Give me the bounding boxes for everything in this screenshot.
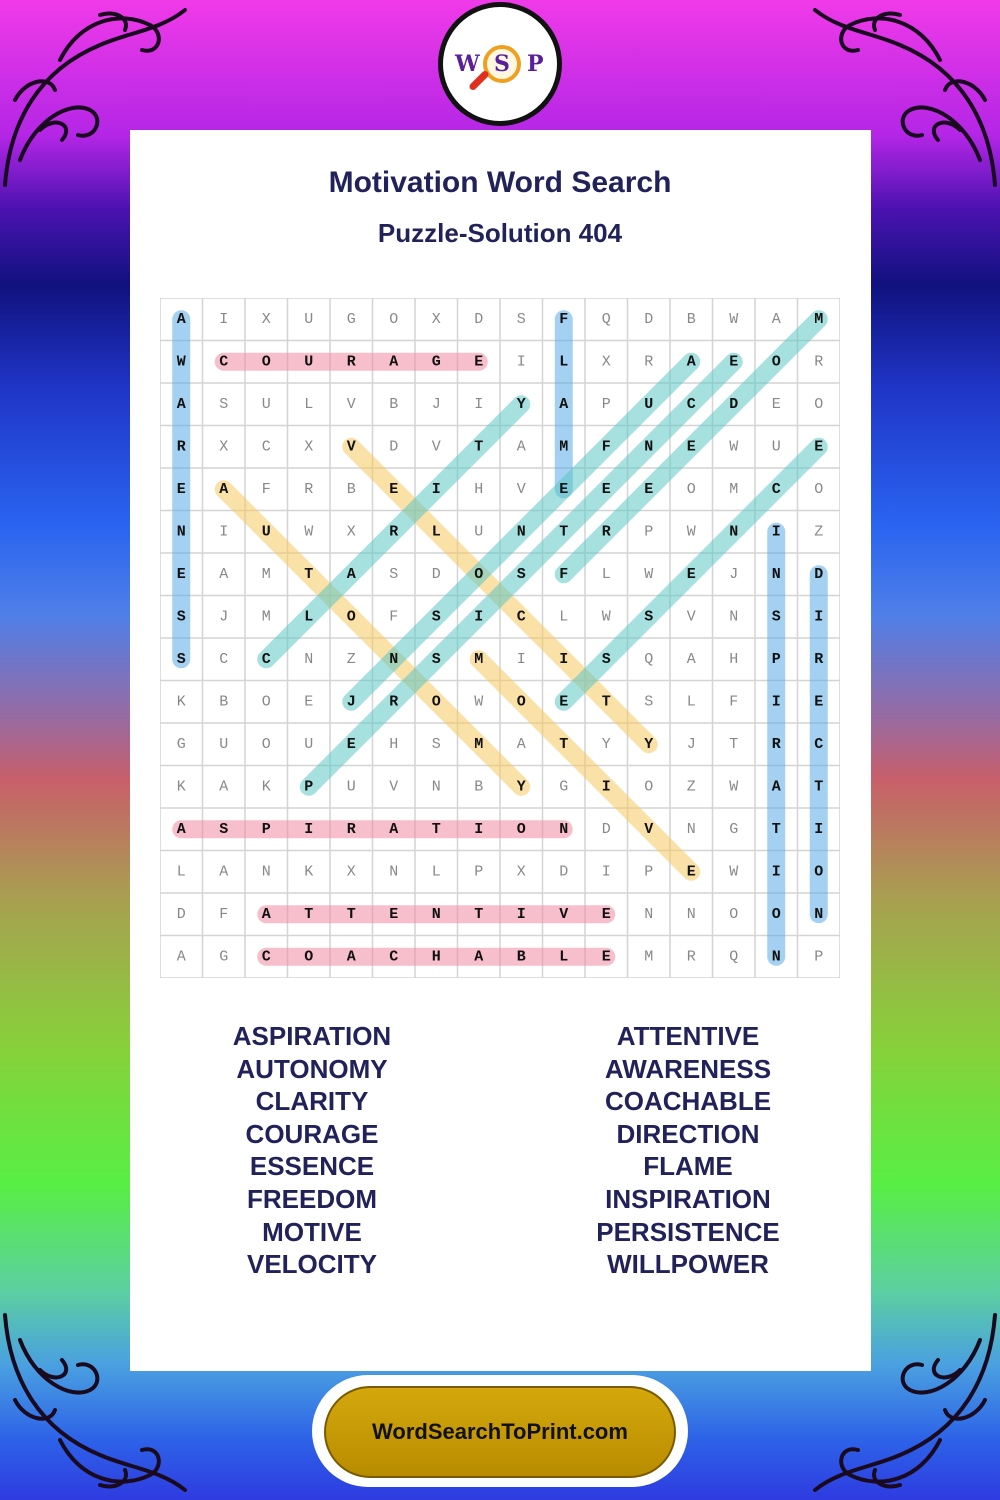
- grid-cell-letter[interactable]: D: [389, 438, 399, 456]
- grid-cell-letter[interactable]: U: [219, 735, 229, 753]
- grid-cell-letter[interactable]: M: [729, 480, 739, 498]
- grid-cell-letter[interactable]: M: [261, 608, 271, 626]
- grid-cell-letter[interactable]: I: [814, 608, 824, 626]
- grid-cell-letter[interactable]: O: [261, 353, 271, 371]
- grid-cell-letter[interactable]: I: [474, 820, 484, 838]
- grid-cell-letter[interactable]: S: [389, 565, 399, 583]
- word-list-right: [558, 1020, 818, 1281]
- grid-cell-letter[interactable]: I: [559, 650, 569, 668]
- grid-cell-letter[interactable]: D: [474, 310, 484, 328]
- grid-cell-letter[interactable]: X: [516, 863, 526, 881]
- word-list-item: AUTONOMY: [236, 1053, 388, 1084]
- grid-cell-letter[interactable]: G: [431, 353, 441, 371]
- grid-cell-letter[interactable]: W: [729, 778, 739, 796]
- grid-cell-letter[interactable]: F: [559, 565, 569, 583]
- grid-cell-letter[interactable]: N: [771, 565, 781, 583]
- grid-cell-letter[interactable]: E: [601, 905, 611, 923]
- grid-cell-letter[interactable]: E: [601, 480, 611, 498]
- grid-cell-letter[interactable]: E: [559, 693, 569, 711]
- grid-cell-letter[interactable]: C: [771, 480, 781, 498]
- grid-cell-letter[interactable]: V: [431, 438, 441, 456]
- grid-cell-letter[interactable]: A: [176, 948, 186, 966]
- grid-cell-letter[interactable]: A: [261, 905, 271, 923]
- grid-cell-letter[interactable]: O: [644, 778, 654, 796]
- grid-cell-letter[interactable]: T: [304, 565, 314, 583]
- grid-cell-letter[interactable]: L: [601, 565, 611, 583]
- grid-cell-letter[interactable]: R: [601, 523, 611, 541]
- word-list-item: MOTIVE: [262, 1216, 362, 1247]
- grid-cell-letter[interactable]: Q: [729, 948, 739, 966]
- word-search-grid[interactable]: [160, 298, 840, 978]
- grid-cell-letter[interactable]: N: [644, 905, 654, 923]
- grid-cell-letter[interactable]: U: [304, 310, 314, 328]
- grid-cell-letter[interactable]: I: [219, 310, 229, 328]
- grid-cell-letter[interactable]: E: [176, 565, 186, 583]
- grid-cell-letter[interactable]: N: [176, 523, 186, 541]
- grid-cell-letter[interactable]: W: [474, 693, 484, 711]
- grid-cell-letter[interactable]: I: [474, 395, 484, 413]
- grid-cell-letter[interactable]: S: [431, 735, 441, 753]
- grid-cell-letter[interactable]: T: [559, 523, 569, 541]
- grid-cell-letter[interactable]: O: [516, 693, 526, 711]
- grid-cell-letter[interactable]: Y: [601, 735, 611, 753]
- logo-letter-p: P: [527, 51, 544, 77]
- grid-cell-letter[interactable]: P: [304, 778, 314, 796]
- grid-cell-letter[interactable]: S: [219, 820, 229, 838]
- grid-cell-letter[interactable]: A: [389, 820, 399, 838]
- grid-cell-letter[interactable]: I: [304, 820, 314, 838]
- grid-cell-letter[interactable]: A: [219, 863, 229, 881]
- grid-cell-letter[interactable]: O: [771, 905, 781, 923]
- grid-cell-letter[interactable]: I: [516, 650, 526, 668]
- grid-cell-letter[interactable]: G: [176, 735, 186, 753]
- grid-cell-letter[interactable]: P: [261, 820, 271, 838]
- grid-cell-letter[interactable]: I: [771, 693, 781, 711]
- logo-letter-w: W: [455, 51, 480, 77]
- grid-cell-letter[interactable]: N: [729, 523, 739, 541]
- grid-cell-letter[interactable]: I: [771, 523, 781, 541]
- grid-cell-letter[interactable]: V: [644, 820, 654, 838]
- grid-cell-letter[interactable]: F: [559, 310, 569, 328]
- grid-cell-letter[interactable]: O: [261, 735, 271, 753]
- word-list-left: [182, 1020, 442, 1281]
- grid-cell-letter[interactable]: B: [346, 480, 356, 498]
- grid-cell-letter[interactable]: P: [601, 395, 611, 413]
- word-list-item: ASPIRATION: [232, 1021, 392, 1051]
- grid-cell-letter[interactable]: L: [431, 863, 441, 881]
- grid-cell-letter[interactable]: M: [261, 565, 271, 583]
- grid-cell-letter[interactable]: S: [516, 310, 526, 328]
- grid-cell-letter[interactable]: R: [389, 523, 399, 541]
- grid-cell-letter[interactable]: O: [389, 310, 399, 328]
- grid-cell-letter[interactable]: W: [729, 310, 739, 328]
- grid-cell-letter[interactable]: S: [516, 565, 526, 583]
- grid-cell-letter[interactable]: A: [176, 395, 186, 413]
- grid-cell-letter[interactable]: U: [304, 735, 314, 753]
- grid-cell-letter[interactable]: K: [261, 778, 271, 796]
- grid-cell-letter[interactable]: A: [346, 565, 356, 583]
- grid-cell-letter[interactable]: Y: [644, 735, 654, 753]
- grid-cell-letter[interactable]: D: [431, 565, 441, 583]
- grid-cell-letter[interactable]: B: [686, 310, 696, 328]
- grid-cell-letter[interactable]: O: [814, 480, 824, 498]
- grid-cell-letter[interactable]: J: [346, 693, 356, 711]
- grid-cell-letter[interactable]: J: [729, 565, 739, 583]
- grid-cell-letter[interactable]: N: [431, 905, 441, 923]
- grid-cell-letter[interactable]: E: [686, 863, 696, 881]
- grid-cell-letter[interactable]: J: [431, 395, 441, 413]
- grid-cell-letter[interactable]: I: [516, 905, 526, 923]
- grid-cell-letter[interactable]: B: [219, 693, 229, 711]
- grid-cell-letter[interactable]: B: [516, 948, 526, 966]
- grid-cell-letter[interactable]: L: [176, 863, 186, 881]
- grid-cell-letter[interactable]: C: [516, 608, 526, 626]
- grid-cell-letter[interactable]: C: [261, 438, 271, 456]
- grid-cell-letter[interactable]: F: [219, 905, 229, 923]
- grid-cell-letter[interactable]: I: [814, 820, 824, 838]
- grid-cell-letter[interactable]: S: [431, 650, 441, 668]
- grid-cell-letter[interactable]: E: [644, 480, 654, 498]
- puzzle-subtitle: Puzzle-Solution 404: [377, 218, 623, 248]
- grid-cell-letter[interactable]: P: [771, 650, 781, 668]
- grid-cell-letter[interactable]: I: [516, 353, 526, 371]
- grid-cell-letter[interactable]: N: [261, 863, 271, 881]
- grid-cell-letter[interactable]: Q: [644, 650, 654, 668]
- grid-cell-letter[interactable]: A: [176, 820, 186, 838]
- grid-cell-letter[interactable]: L: [559, 353, 569, 371]
- grid-cell-letter[interactable]: R: [686, 948, 696, 966]
- word-list-item: FLAME: [643, 1151, 733, 1182]
- grid-cell-letter[interactable]: K: [304, 863, 314, 881]
- grid-cell-letter[interactable]: E: [559, 480, 569, 498]
- grid-cell-letter[interactable]: R: [644, 353, 654, 371]
- grid-cell-letter[interactable]: O: [686, 480, 696, 498]
- grid-cell-letter[interactable]: V: [516, 480, 526, 498]
- grid-cell-letter[interactable]: E: [814, 693, 824, 711]
- grid-cell-letter[interactable]: W: [176, 353, 186, 371]
- grid-cell-letter[interactable]: U: [346, 778, 356, 796]
- grid-cell-letter[interactable]: A: [686, 650, 696, 668]
- grid-cell-letter[interactable]: S: [176, 608, 186, 626]
- word-list-item: ATTENTIVE: [616, 1021, 760, 1051]
- grid-cell-letter[interactable]: S: [601, 650, 611, 668]
- grid-cell-letter[interactable]: A: [559, 395, 569, 413]
- grid-cell-letter[interactable]: P: [644, 523, 654, 541]
- grid-cell-letter[interactable]: A: [219, 480, 229, 498]
- grid-cell-letter[interactable]: U: [644, 395, 654, 413]
- grid-cell-letter[interactable]: H: [389, 735, 399, 753]
- grid-cell-letter[interactable]: F: [729, 693, 739, 711]
- grid-cell-letter[interactable]: W: [729, 438, 739, 456]
- grid-cell-letter[interactable]: N: [559, 820, 569, 838]
- grid-cell-letter[interactable]: P: [644, 863, 654, 881]
- grid-cell-letter[interactable]: N: [814, 905, 824, 923]
- grid-cell-letter[interactable]: R: [771, 735, 781, 753]
- grid-cell-letter[interactable]: E: [686, 438, 696, 456]
- grid-cell-letter[interactable]: E: [771, 395, 781, 413]
- grid-cell-letter[interactable]: N: [771, 948, 781, 966]
- grid-cell-letter[interactable]: O: [729, 905, 739, 923]
- puzzle-title: Motivation Word Search: [328, 166, 672, 199]
- grid-cell-letter[interactable]: N: [431, 778, 441, 796]
- grid-cell-letter[interactable]: U: [261, 395, 271, 413]
- word-list-item: ESSENCE: [249, 1151, 375, 1182]
- grid-cell-letter[interactable]: W: [304, 523, 314, 541]
- grid-cell-letter[interactable]: A: [176, 310, 186, 328]
- grid-cell-letter[interactable]: R: [346, 820, 356, 838]
- grid-cell-letter[interactable]: V: [389, 778, 399, 796]
- grid-cell-letter[interactable]: W: [686, 523, 696, 541]
- grid-cell-letter[interactable]: A: [389, 353, 399, 371]
- grid-cell-letter[interactable]: T: [474, 438, 484, 456]
- grid-cell-letter[interactable]: C: [219, 650, 229, 668]
- grid-cell-letter[interactable]: O: [346, 608, 356, 626]
- site-logo[interactable]: [438, 2, 562, 126]
- grid-cell-letter[interactable]: E: [389, 480, 399, 498]
- grid-cell-letter[interactable]: H: [729, 650, 739, 668]
- grid-cell-letter[interactable]: Z: [686, 778, 696, 796]
- grid-cell-letter[interactable]: A: [219, 565, 229, 583]
- grid-cell-letter[interactable]: H: [474, 480, 484, 498]
- word-list-item: PERSISTENCE: [596, 1216, 780, 1247]
- grid-cell-letter[interactable]: A: [771, 310, 781, 328]
- grid-cell-letter[interactable]: O: [261, 693, 271, 711]
- grid-cell-letter[interactable]: E: [729, 353, 739, 371]
- word-list-item: AWARENESS: [604, 1053, 772, 1084]
- grid-cell-letter[interactable]: C: [814, 735, 824, 753]
- grid-cell-letter[interactable]: K: [176, 693, 186, 711]
- grid-cell-letter[interactable]: I: [601, 863, 611, 881]
- grid-cell-letter[interactable]: T: [304, 905, 314, 923]
- grid-cell-letter[interactable]: E: [686, 565, 696, 583]
- word-list-item: VELOCITY: [246, 1249, 377, 1280]
- grid-cell-letter[interactable]: O: [814, 863, 824, 881]
- grid-cell-letter[interactable]: A: [474, 948, 484, 966]
- grid-cell-letter[interactable]: S: [771, 608, 781, 626]
- grid-cell-letter[interactable]: S: [176, 650, 186, 668]
- grid-cell-letter[interactable]: N: [644, 438, 654, 456]
- grid-cell-letter[interactable]: E: [176, 480, 186, 498]
- grid-cell-letter[interactable]: M: [559, 438, 569, 456]
- grid-cell-letter[interactable]: V: [346, 438, 356, 456]
- grid-cell-letter[interactable]: G: [559, 778, 569, 796]
- grid-cell-letter[interactable]: H: [431, 948, 441, 966]
- grid-cell-letter[interactable]: L: [686, 693, 696, 711]
- grid-cell-letter[interactable]: W: [644, 565, 654, 583]
- grid-cell-letter[interactable]: U: [771, 438, 781, 456]
- footer-link-text: WordSearchToPrint.com: [372, 1419, 628, 1444]
- word-list-item: COURAGE: [245, 1118, 379, 1149]
- grid-cell-letter[interactable]: D: [559, 863, 569, 881]
- grid-cell-letter[interactable]: Y: [516, 395, 526, 413]
- grid-cell-letter[interactable]: L: [304, 608, 314, 626]
- grid-cell-letter[interactable]: E: [601, 948, 611, 966]
- grid-cell-letter[interactable]: R: [304, 480, 314, 498]
- grid-cell-letter[interactable]: O: [304, 948, 314, 966]
- grid-cell-letter[interactable]: V: [686, 608, 696, 626]
- grid-cell-letter[interactable]: L: [559, 948, 569, 966]
- grid-cell-letter[interactable]: Z: [814, 523, 824, 541]
- grid-cell-letter[interactable]: N: [686, 905, 696, 923]
- logo-letter-s: S: [494, 51, 510, 77]
- grid-cell-letter[interactable]: N: [729, 608, 739, 626]
- grid-cell-letter[interactable]: U: [261, 523, 271, 541]
- grid-cell-letter[interactable]: F: [601, 438, 611, 456]
- grid-cell-letter[interactable]: R: [814, 650, 824, 668]
- grid-cell-letter[interactable]: A: [686, 353, 696, 371]
- grid-cell-letter[interactable]: O: [814, 395, 824, 413]
- grid-cell-letter[interactable]: C: [686, 395, 696, 413]
- grid-cell-letter[interactable]: M: [814, 310, 824, 328]
- grid-cell-letter[interactable]: Y: [516, 778, 526, 796]
- grid-cell-letter[interactable]: R: [814, 353, 824, 371]
- grid-cell-letter[interactable]: M: [644, 948, 654, 966]
- grid-cell-letter[interactable]: T: [771, 820, 781, 838]
- footer-link-button[interactable]: [324, 1386, 676, 1478]
- grid-cell-letter[interactable]: A: [219, 778, 229, 796]
- grid-cell-letter[interactable]: S: [431, 608, 441, 626]
- word-list-item: INSPIRATION: [605, 1183, 771, 1214]
- grid-cell-letter[interactable]: X: [601, 353, 611, 371]
- grid-cell-letter[interactable]: C: [219, 353, 229, 371]
- grid-cell-letter[interactable]: N: [389, 650, 399, 668]
- grid-cell-letter[interactable]: R: [346, 353, 356, 371]
- grid-cell-letter[interactable]: D: [176, 905, 186, 923]
- grid-cell-letter[interactable]: C: [389, 948, 399, 966]
- grid-cell-letter[interactable]: A: [771, 778, 781, 796]
- grid-cell-letter[interactable]: F: [261, 480, 271, 498]
- grid-cell-letter[interactable]: X: [346, 863, 356, 881]
- grid-cell-letter[interactable]: M: [474, 650, 484, 668]
- grid-cell-letter[interactable]: Q: [601, 310, 611, 328]
- grid-cell-letter[interactable]: M: [474, 735, 484, 753]
- grid-cell-letter[interactable]: O: [474, 565, 484, 583]
- grid-cell-letter[interactable]: B: [474, 778, 484, 796]
- grid-cell-letter[interactable]: L: [431, 523, 441, 541]
- grid-cell-letter[interactable]: R: [176, 438, 186, 456]
- grid-cell-letter[interactable]: L: [559, 608, 569, 626]
- grid-cell-letter[interactable]: U: [304, 353, 314, 371]
- grid-cell-letter[interactable]: I: [771, 863, 781, 881]
- grid-cell-letter[interactable]: A: [346, 948, 356, 966]
- grid-cell-letter[interactable]: T: [814, 778, 824, 796]
- grid-cell-letter[interactable]: E: [304, 693, 314, 711]
- grid-cell-letter[interactable]: D: [729, 395, 739, 413]
- logo-badge: [443, 7, 557, 121]
- grid-cell-letter[interactable]: O: [771, 353, 781, 371]
- grid-cell-letter[interactable]: W: [601, 608, 611, 626]
- word-list-item: FREEDOM: [247, 1183, 377, 1214]
- grid-cell-letter[interactable]: I: [474, 608, 484, 626]
- grid-cell-letter[interactable]: O: [431, 693, 441, 711]
- grid-cell-letter[interactable]: V: [559, 905, 569, 923]
- grid-cell-letter[interactable]: P: [814, 948, 824, 966]
- grid-cell-letter[interactable]: D: [814, 565, 824, 583]
- grid-cell-letter[interactable]: A: [516, 438, 526, 456]
- grid-cell-letter[interactable]: C: [261, 650, 271, 668]
- grid-cell-letter[interactable]: D: [601, 820, 611, 838]
- grid-cell-letter[interactable]: X: [261, 310, 271, 328]
- grid-cell-letter[interactable]: T: [729, 735, 739, 753]
- grid-cell-letter[interactable]: D: [644, 310, 654, 328]
- grid-cell-letter[interactable]: P: [474, 863, 484, 881]
- grid-cell-letter[interactable]: X: [219, 438, 229, 456]
- grid-cell-letter[interactable]: N: [389, 863, 399, 881]
- grid-cell-letter[interactable]: I: [601, 778, 611, 796]
- grid-cell-letter[interactable]: R: [389, 693, 399, 711]
- word-list-item: DIRECTION: [616, 1118, 760, 1149]
- grid-cell-letter[interactable]: T: [431, 820, 441, 838]
- word-list-item: WILLPOWER: [607, 1249, 769, 1280]
- grid-cell-letter[interactable]: S: [644, 693, 654, 711]
- grid-cell-letter[interactable]: I: [431, 480, 441, 498]
- grid-cell-letter[interactable]: N: [304, 650, 314, 668]
- grid-cell-letter[interactable]: V: [346, 395, 356, 413]
- grid-cell-letter[interactable]: N: [516, 523, 526, 541]
- grid-cell-letter[interactable]: E: [814, 438, 824, 456]
- grid-cell-letter[interactable]: T: [346, 905, 356, 923]
- grid-cell-letter[interactable]: U: [474, 523, 484, 541]
- grid-cell-letter[interactable]: N: [686, 820, 696, 838]
- grid-cell-letter[interactable]: F: [389, 608, 399, 626]
- grid-cell-letter[interactable]: Z: [346, 650, 356, 668]
- grid-cell-letter[interactable]: G: [346, 310, 356, 328]
- grid-cell-letter[interactable]: T: [601, 693, 611, 711]
- word-list-item: COACHABLE: [604, 1086, 772, 1117]
- grid-cell-letter[interactable]: G: [219, 948, 229, 966]
- grid-cell-letter[interactable]: A: [516, 735, 526, 753]
- grid-cell-letter[interactable]: E: [346, 735, 356, 753]
- grid-cell-letter[interactable]: E: [474, 353, 484, 371]
- grid-cell-letter[interactable]: J: [686, 735, 696, 753]
- grid-cell-letter[interactable]: J: [219, 608, 229, 626]
- grid-cell-letter[interactable]: T: [474, 905, 484, 923]
- grid-cell-letter[interactable]: S: [644, 608, 654, 626]
- grid-cell-letter[interactable]: X: [304, 438, 314, 456]
- word-list-item: CLARITY: [255, 1086, 369, 1117]
- grid-cell-letter[interactable]: G: [729, 820, 739, 838]
- grid-cell-letter[interactable]: T: [559, 735, 569, 753]
- magnifier-icon: [483, 45, 521, 83]
- grid-cell-letter[interactable]: I: [219, 523, 229, 541]
- grid-cell-letter[interactable]: O: [516, 820, 526, 838]
- grid-cell-letter[interactable]: X: [431, 310, 441, 328]
- grid-cell-letter[interactable]: K: [176, 778, 186, 796]
- grid-cell-letter[interactable]: W: [729, 863, 739, 881]
- grid-cell-letter[interactable]: X: [346, 523, 356, 541]
- grid-cell-letter[interactable]: S: [219, 395, 229, 413]
- grid-cell-letter[interactable]: C: [261, 948, 271, 966]
- grid-cell-letter[interactable]: E: [389, 905, 399, 923]
- grid-cell-letter[interactable]: L: [304, 395, 314, 413]
- grid-cell-letter[interactable]: B: [389, 395, 399, 413]
